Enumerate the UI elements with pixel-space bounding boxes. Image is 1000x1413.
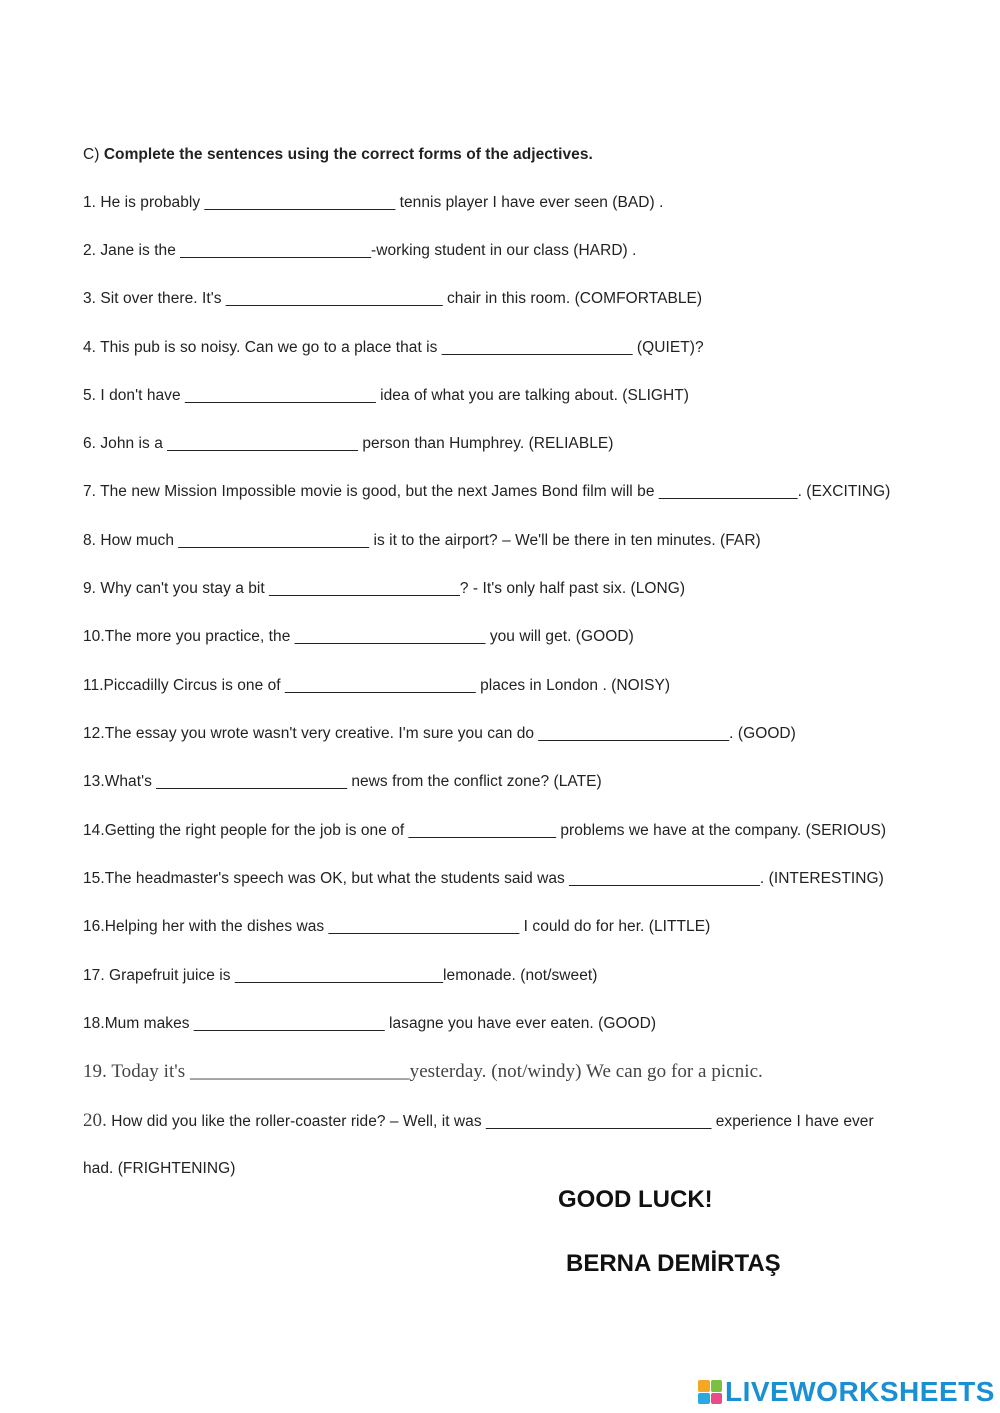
icon-square-1 [698, 1380, 710, 1392]
author-name: BERNA DEMİRTAŞ [566, 1250, 781, 1277]
question-14: 14.Getting the right people for the job is one of _________________ problems we have at the company. (SERIOUS) [83, 822, 887, 839]
question-7: 7. The new Mission Impossible movie is good, but the next James Bond film will be ________________. (EXCITING) [83, 483, 891, 500]
question-20-continuation: had. (FRIGHTENING) [83, 1160, 236, 1177]
question-6: 6. John is a ______________________ person than Humphrey. (RELIABLE) [83, 435, 614, 452]
icon-square-3 [698, 1393, 710, 1405]
icon-square-2 [711, 1380, 723, 1392]
icon-square-4 [711, 1393, 723, 1405]
liveworksheets-icon [698, 1380, 722, 1404]
question-20 [83, 1110, 874, 1132]
question-11: 11.Piccadilly Circus is one of ______________________ places in London . (NOISY) [83, 677, 671, 694]
question-4: 4. This pub is so noisy. Can we go to a place that is ______________________ (QUIET)? [83, 339, 704, 356]
question-9: 9. Why can't you stay a bit ______________________? - It's only half past six. (LONG) [83, 580, 686, 597]
question-3: 3. Sit over there. It's _________________________ chair in this room. (COMFORTABLE) [83, 290, 703, 307]
question-8: 8. How much ______________________ is it to the airport? – We'll be there in ten minutes. (FAR) [83, 532, 761, 549]
question-10: 10.The more you practice, the ______________________ you will get. (GOOD) [83, 628, 634, 645]
question-15: 15.The headmaster's speech was OK, but what the students said was ______________________. (INTERESTING) [83, 870, 884, 887]
closing-text: GOOD LUCK! [558, 1186, 713, 1213]
liveworksheets-text: LIVEWORKSHEETS [725, 1376, 995, 1407]
question-12: 12.The essay you wrote wasn't very creative. I'm sure you can do ______________________. (GOOD) [83, 725, 796, 742]
instruction [83, 146, 593, 164]
question-2: 2. Jane is the ______________________-working student in our class (HARD) . [83, 242, 637, 259]
question-20-number: 20. [83, 1110, 107, 1131]
instruction-prefix: C) [83, 146, 104, 163]
question-16: 16.Helping her with the dishes was ______________________ I could do for her. (LITTLE) [83, 918, 711, 935]
question-18: 18.Mum makes ______________________ lasagne you have ever eaten. (GOOD) [83, 1015, 657, 1032]
question-1: 1. He is probably ______________________ tennis player I have ever seen (BAD) . [83, 194, 664, 211]
question-13: 13.What's ______________________ news from the conflict zone? (LATE) [83, 773, 602, 790]
question-20-text: How did you like the roller-coaster ride? – Well, it was __________________________ experience I have ever [106, 1113, 874, 1130]
question-5: 5. I don't have ______________________ idea of what you are talking about. (SLIGHT) [83, 387, 690, 404]
question-17: 17. Grapefruit juice is ________________________lemonade. (not/sweet) [83, 967, 598, 984]
liveworksheets-logo [698, 1377, 995, 1407]
question-19: 19. Today it's _______________________yesterday. (not/windy) We can go for a picnic. [83, 1061, 763, 1082]
instruction-text: Complete the sentences using the correct forms of the adjectives. [103, 146, 593, 163]
